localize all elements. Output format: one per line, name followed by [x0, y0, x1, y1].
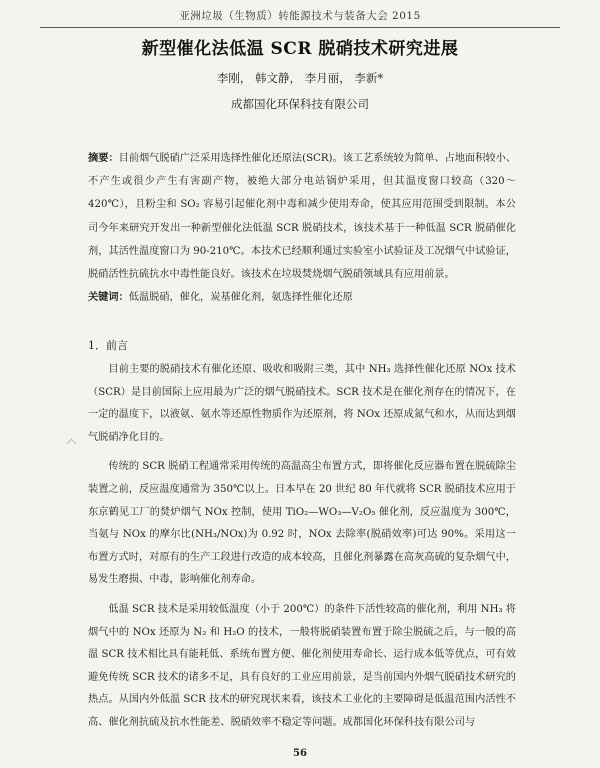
keywords-block [88, 287, 516, 308]
running-header: 亚洲垃圾（生物质）转能源技术与装备大会 2015 [40, 8, 560, 28]
keywords-text: 低温脱硝，催化，炭基催化剂，氨选择性催化还原 [128, 292, 353, 303]
affiliation: 成都国化环保科技有限公司 [231, 97, 369, 111]
abstract-text: 目前烟气脱硝广泛采用选择性催化还原法(SCR)。该工艺系统较为简单、占地面积较小、不产生或很少产生有害副产物，被绝大部分电站锅炉采用，但其温度窗口较高（320～420℃），且粉尘和 SO₂ 容易引起催化剂中毒和减少使用寿命，使其应用范围受到限制。本公司今年来研究开发出一种新型催化法低温 SCR 脱硝技术，该技术基于一种低温 SCR 脱硝催化剂，其活性温度窗口为 90-210℃。本技术已经顺利通过实验室小试验证及工况烟气中试验证，脱硝活性抗硫抗水中毒性能良好。该技术在垃圾焚烧烟气脱硝领域具有应用前景。 [88, 153, 517, 281]
body-text [88, 359, 516, 742]
paragraph: 低温 SCR 技术是采用较低温度（小于 200℃）的条件下活性较高的催化剂，利用 NH₃ 将烟气中的 NOx 还原为 N₂ 和 H₂O 的技术，一般将脱硝装置布置于除尘脱硫之后，与一般的高温 SCR 技术相比具有能耗低、系统布置方便、催化剂使用寿命长、运行成本低等优点，可有效避免传统 SCR 技术的诸多不足，具有良好的工业应用前景，是当前国内外烟气脱硝技术研究的热点。从国内外低温 SCR 技术的研究现状来看，该技术工业化的主要障碍是低温范围内活性不高、催化剂抗硫及抗水性能差、脱硝效率不稳定等问题。成都国化环保科技有限公司与 [88, 603, 516, 728]
abstract-block [88, 147, 516, 286]
page-number: 56 [293, 748, 307, 759]
section-heading: 1．前言 [88, 339, 128, 352]
scan-artifact [67, 439, 77, 449]
author-list: 李刚， 韩文静， 李月丽， 李新* [216, 71, 384, 85]
paper-title: 新型催化法低温 SCR 脱硝技术研究进展 [141, 39, 459, 59]
abstract-label: 摘要： [88, 152, 119, 164]
keywords-label: 关键词： [88, 291, 129, 303]
paragraph: 传统的 SCR 脱硝工程通常采用传统的高温高尘布置方式，即将催化反应器布置在脱硫除尘装置之前，反应温度通常为 350℃以上。日本早在 20 世纪 80 年代就将 SCR 脱硝技术应用于东京鹤见工厂的焚炉烟气 NOx 控制，使用 TiO₂—WO₃—V₂O₅ 催化剂，反应温度为 300℃，当氨与 NOx 的摩尔比(NH₃/NOx)为 0.92 时，NOx 去除率(脱硝效率)可达 90%。采用这一布置方式时，对原有的生产工段进行改造的成本较高，且催化剂暴露在高灰高硫的复杂烟气中，易发生磨损、中毒，影响催化剂寿命。 [88, 461, 516, 586]
paragraph: 目前主要的脱硝技术有催化还原、吸收和吸附三类，其中 NH₃ 选择性催化还原 NOx 技术（SCR）是目前国际上应用最为广泛的烟气脱硝技术。SCR 技术是在催化剂存在的情况下，在一定的温度下，以液氨、氨水等还原性物质作为还原剂，将 NOx 还原成氮气和水，从而达到烟气脱硝净化目的。 [88, 364, 516, 443]
